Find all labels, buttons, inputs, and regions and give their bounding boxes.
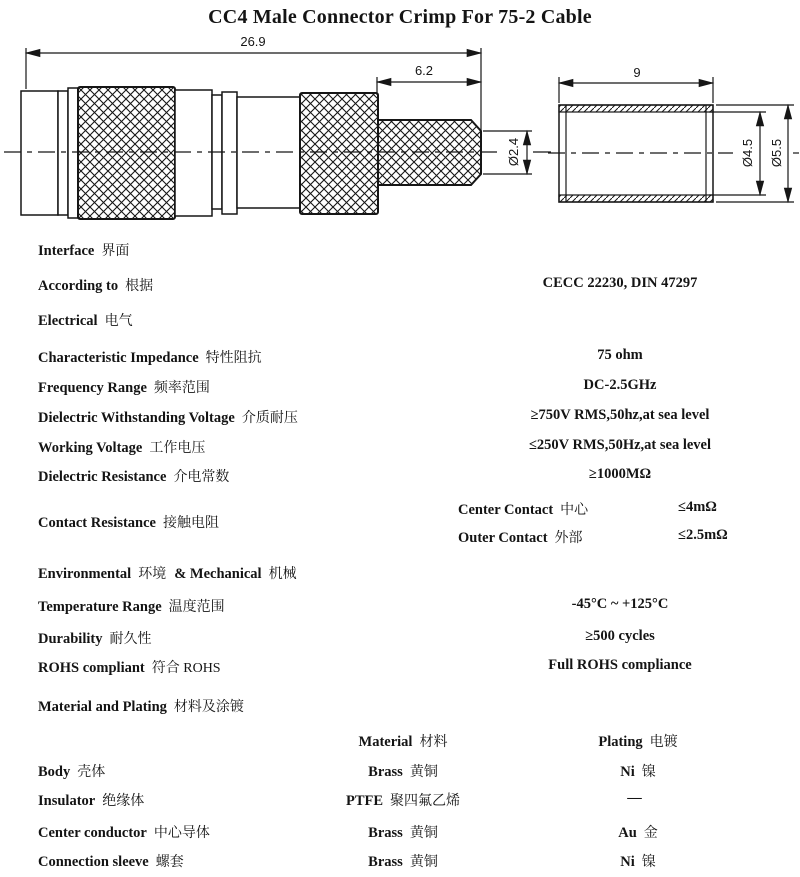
spec-row-rohs — [0, 657, 800, 675]
spec-value: 75 ohm — [597, 347, 643, 363]
spec-sublabel-en: Outer Contact — [458, 530, 548, 546]
connector-side-view — [21, 87, 481, 219]
spec-sublabel-en: Center Contact — [458, 502, 554, 518]
dim-label-sleeve-length: 9 — [633, 65, 641, 80]
spec-label-zh: 机械 — [268, 567, 297, 582]
dim-label-overall-length: 26.9 — [240, 34, 266, 49]
plating-value-en: Au — [618, 825, 637, 841]
spec-label-en: Dielectric Withstanding Voltage — [38, 410, 235, 426]
item-label-zh: 绝缘体 — [102, 794, 145, 809]
spec-label-en: Durability — [38, 631, 103, 647]
spec-value: ≥500 cycles — [585, 628, 655, 644]
item-label-en: Center conductor — [38, 825, 147, 841]
plating-col-header-en: Plating — [598, 734, 643, 750]
material-value-zh: 黄铜 — [409, 855, 438, 870]
material-value-zh: 黄铜 — [409, 765, 438, 780]
technical-drawing — [0, 0, 800, 232]
spec-label-zh: 接触电阻 — [163, 516, 219, 531]
connector-body-step — [175, 90, 212, 216]
dim-sleeve-length — [559, 65, 713, 103]
spec-label-zh: 界面 — [101, 244, 130, 259]
spec-value: Full ROHS compliance — [548, 657, 692, 673]
spec-subvalue: ≤4mΩ — [678, 499, 717, 515]
material-value-zh: 黄铜 — [409, 826, 438, 841]
spec-label-en: Working Voltage — [38, 440, 143, 456]
page-title: CC4 Male Connector Crimp For 75-2 Cable — [208, 6, 592, 28]
spec-label-zh: 环境 — [138, 567, 167, 582]
spec-value: ≤250V RMS,50Hz,at sea level — [528, 437, 712, 453]
spec-row-according-to — [0, 275, 800, 293]
connector-front-shell — [21, 91, 58, 215]
spec-label-zh: 特性阻抗 — [205, 351, 262, 366]
material-value-en: Brass — [368, 825, 403, 841]
spec-label-en: Dielectric Resistance — [38, 469, 167, 485]
spec-label-zh: 根据 — [125, 279, 154, 294]
spec-row-interface — [0, 240, 800, 258]
dim-sleeve-inner-diameter — [709, 112, 766, 195]
spec-sublabel-zh: 外部 — [554, 531, 583, 546]
spec-label-en: According to — [38, 278, 119, 294]
spec-label-zh: 符合 ROHS — [151, 661, 221, 676]
dim-label-crimp-length: 6.2 — [414, 63, 434, 78]
item-label-zh: 中心导体 — [153, 826, 210, 841]
spec-row-dielectric-resistance — [0, 466, 800, 484]
dim-label-crimp-diameter: Ø2.4 — [506, 137, 521, 167]
material-col-header-en: Material — [358, 734, 413, 750]
spec-row-frequency — [0, 377, 800, 395]
spec-label-en: Interface — [38, 243, 95, 259]
spec-row-electrical — [0, 310, 800, 328]
item-label-zh: 壳体 — [77, 765, 106, 780]
plating-value-en: — — [627, 790, 642, 806]
dim-label-sleeve-inner-diameter: Ø4.5 — [740, 138, 755, 168]
material-value-en: Brass — [368, 854, 403, 870]
spec-subrow-center-contact — [0, 499, 800, 517]
spec-row-environmental-mechanical — [0, 563, 800, 581]
spec-value: DC-2.5GHz — [583, 377, 657, 393]
spec-sublabel-zh: 中心 — [560, 503, 589, 518]
spec-label-en: Temperature Range — [38, 599, 162, 615]
material-row-insulator — [0, 790, 800, 808]
spec-row-durability — [0, 628, 800, 646]
spec-subrow-outer-contact — [0, 527, 800, 545]
item-label-en: Insulator — [38, 793, 96, 809]
spec-label-zh: 电气 — [104, 314, 133, 329]
spec-subvalue: ≤2.5mΩ — [678, 527, 728, 543]
sleeve-bottom-wall — [559, 195, 713, 202]
material-table-header — [0, 731, 800, 749]
plating-value-zh: 金 — [643, 826, 658, 841]
spec-label-en: Contact Resistance — [38, 515, 156, 531]
spec-value: ≥750V RMS,50hz,at sea level — [530, 407, 710, 423]
sleeve-top-wall — [559, 105, 713, 112]
spec-row-dielectric-withstanding — [0, 407, 800, 425]
spec-label-en: Frequency Range — [38, 380, 147, 396]
spec-label-en: ROHS compliant — [38, 660, 145, 676]
spec-label-en: Electrical — [38, 313, 98, 329]
spec-label-zh: 工作电压 — [149, 441, 206, 456]
item-label-en: Connection sleeve — [38, 854, 149, 870]
plating-value-zh: 镍 — [641, 765, 656, 780]
connector-ring — [58, 91, 68, 215]
spec-value: ≥1000MΩ — [588, 466, 652, 482]
material-value-zh: 聚四氟乙烯 — [390, 794, 461, 809]
spec-row-material-plating — [0, 696, 800, 714]
spec-label-en: & Mechanical — [174, 566, 262, 582]
spec-label-zh: 温度范围 — [168, 600, 225, 615]
spec-row-temperature — [0, 596, 800, 614]
spec-label-zh: 材料及涂镀 — [173, 700, 244, 715]
material-row-body — [0, 761, 800, 779]
spec-label-zh: 频率范围 — [153, 381, 210, 396]
plating-value-en: Ni — [620, 854, 635, 870]
plating-col-header-zh: 电镀 — [649, 735, 678, 750]
spec-label-zh: 介电常数 — [173, 470, 230, 485]
plating-value-zh: 镍 — [641, 855, 656, 870]
spec-label-en: Environmental — [38, 566, 132, 582]
spec-label-zh: 耐久性 — [109, 632, 152, 647]
material-value-en: Brass — [368, 764, 403, 780]
material-col-header-zh: 材料 — [419, 735, 448, 750]
item-label-en: Body — [38, 764, 71, 780]
connector-ring — [222, 92, 237, 214]
connector-knurled-nut — [78, 87, 175, 219]
dim-crimp-length — [377, 63, 481, 95]
spec-value: CECC 22230, DIN 47297 — [542, 275, 698, 291]
connector-knurled-body — [300, 93, 378, 214]
dim-label-sleeve-outer-diameter: Ø5.5 — [769, 138, 784, 168]
item-label-zh: 螺套 — [155, 855, 184, 870]
material-value-en: PTFE — [345, 793, 384, 809]
connector-ring — [68, 88, 78, 218]
plating-value-en: Ni — [620, 764, 635, 780]
material-row-center-conductor — [0, 822, 800, 840]
spec-label-en: Material and Plating — [38, 699, 167, 715]
spec-row-working-voltage — [0, 437, 800, 455]
spec-label-zh: 介质耐压 — [241, 411, 298, 426]
spec-row-impedance — [0, 347, 800, 365]
material-row-connection-sleeve — [0, 851, 800, 869]
spec-label-en: Characteristic Impedance — [38, 350, 199, 366]
spec-value: -45°C ~ +125°C — [571, 596, 669, 612]
